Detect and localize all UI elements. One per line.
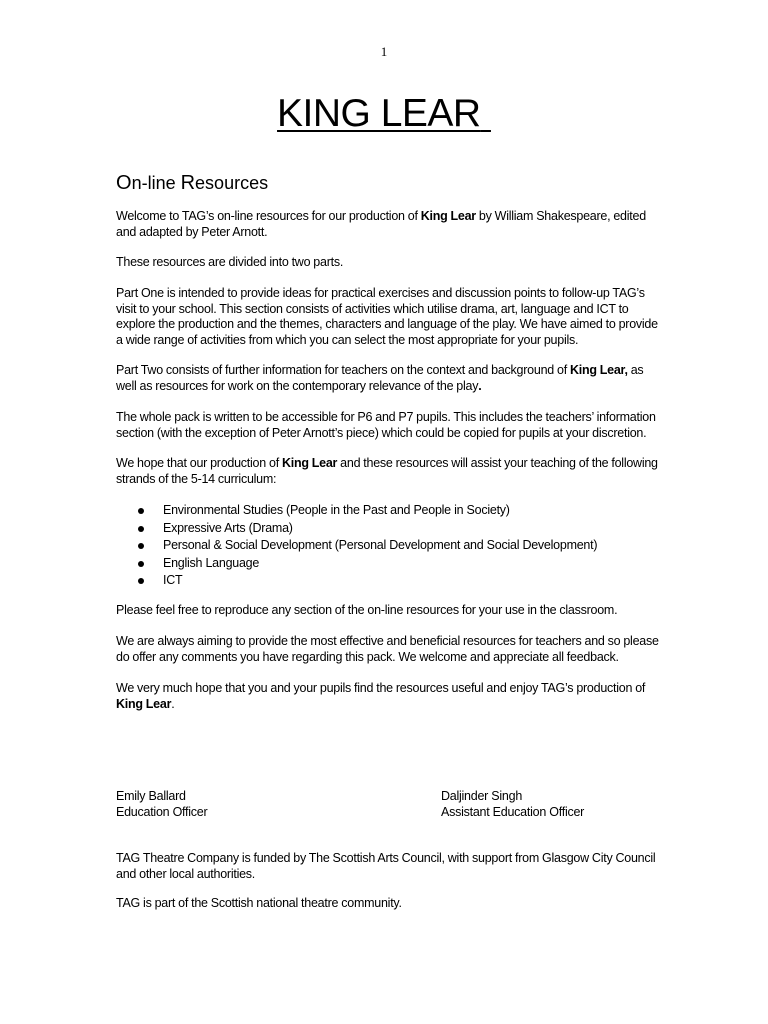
paragraph-welcome [116,209,661,240]
paragraph-text: Welcome to TAG’s on-line resources for our production of [116,209,421,223]
paragraph-funding: TAG Theatre Company is funded by The Scottish Arts Council, with support from Glasgow City Council and other local authorities. [116,851,656,881]
signature-block-left [116,789,207,820]
bullet-icon [138,561,144,567]
signature-block-right [441,789,584,820]
paragraph-closing [116,681,661,712]
list-item-text: ICT [163,573,183,587]
paragraph-text: as well as resources for work on the contemporary relevance of the play [116,363,644,393]
curriculum-list [116,503,661,591]
list-item-text: Expressive Arts (Drama) [163,520,293,535]
heading-initial-r: R [180,172,196,194]
bullet-icon [138,526,144,532]
paragraph-text: Part Two consists of further information for teachers on the context and background of [116,363,570,377]
paragraph-text: We very much hope that you and your pupils find the resources useful and enjoy TAG’s production of [116,681,646,695]
paragraph-accessibility: The whole pack is written to be accessible for P6 and P7 pupils. This includes the teachers’ information section (with the exception of Peter Arnott’s piece) which could be copied for pupils at your discretion. [116,410,656,440]
list-item-text: English Language [163,555,260,570]
paragraph-text: We hope that our production of [116,456,282,470]
play-title-bold: King Lear, [569,363,628,377]
list-item [116,503,661,521]
bullet-icon [138,508,144,514]
heading-initial-o: O [116,172,132,194]
signatory-role: Assistant Education Officer [441,804,585,819]
paragraph-parts: These resources are divided into two parts. [116,255,344,269]
paragraph-text: by William Shakespeare, edited and adapted by Peter Arnott. [116,209,646,239]
paragraph-text: . [478,378,482,393]
list-item [116,521,661,539]
paragraph-text: and these resources will assist your teaching of the following strands of the 5-14 curriculum: [116,456,658,486]
paragraph-part-one: Part One is intended to provide ideas for practical exercises and discussion points to follow-up TAG’s visit to your school. This section consists of activities which utilise drama, art, language and ICT to explore the production and the themes, characters and language of the play. We have aimed to provide a wide range of activities from which you can select the most appropriate for your pupils. [116,286,658,347]
list-item-text: Personal & Social Development (Personal Development and Social Development) [163,538,598,552]
signatory-name: Emily Ballard [116,789,186,803]
signatory-role: Education Officer [116,804,208,819]
paragraph-community: TAG is part of the Scottish national theatre community. [116,896,402,910]
paragraph-part-two [116,363,661,394]
paragraph-reproduce: Please feel free to reproduce any section of the on-line resources for your use in the classroom. [116,603,618,617]
paragraph-text: . [171,696,175,711]
list-item [116,556,661,574]
heading-part-1: n-line [131,173,181,193]
bullet-icon [138,578,144,584]
paragraph-curriculum-intro [116,456,661,487]
paragraph-feedback: We are always aiming to provide the most effective and beneficial resources for teachers and so please do offer any comments you have regarding this pack. We welcome and appreciate all feedback. [116,634,659,664]
list-item [116,573,661,591]
play-title-bold: King Lear [116,696,172,711]
title-text: KING LEAR [277,92,481,135]
page-title [0,90,768,138]
list-item [116,538,661,556]
list-item-text: Environmental Studies (People in the Past and People in Society) [163,503,510,517]
play-title-bold: King Lear [420,209,476,223]
page-number: 1 [380,44,388,59]
section-heading [116,172,268,194]
bullet-icon [138,543,144,549]
signatory-name: Daljinder Singh [441,789,523,803]
play-title-bold: King Lear [281,456,338,470]
heading-part-2: esources [195,173,269,193]
